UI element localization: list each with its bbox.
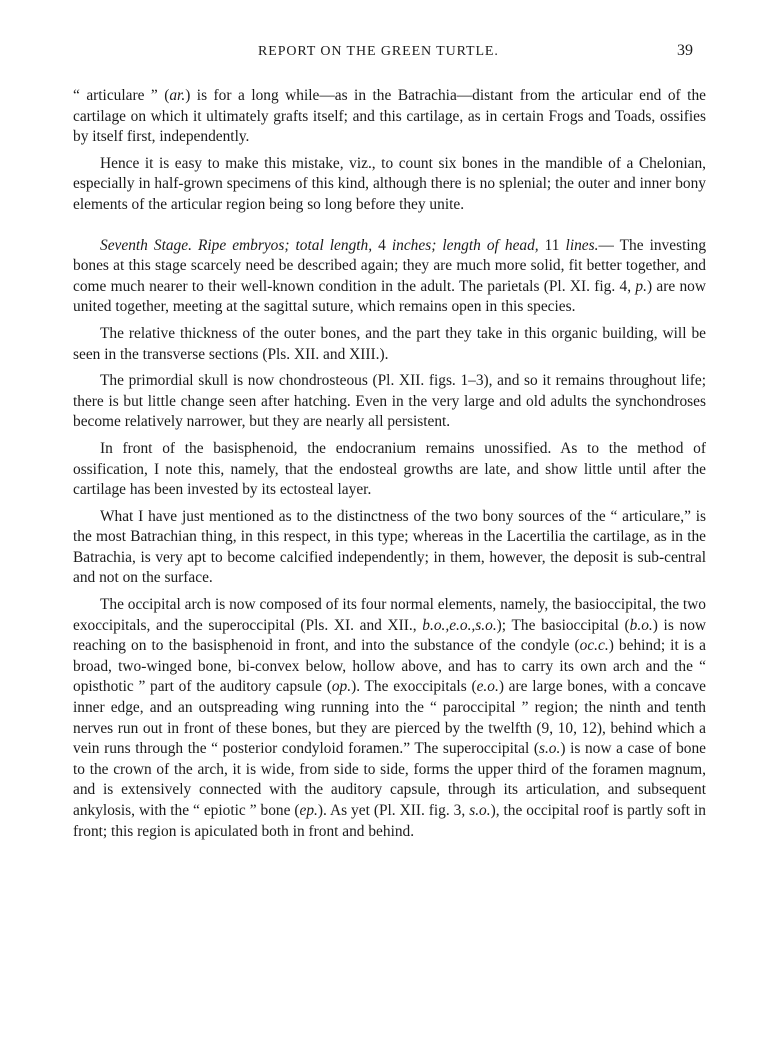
paragraph-6: In front of the basisphenoid, the endocranium remains unossified. As to the method of ossification, I note this, namely, that the endosteal growths are late, and show little until after the cartilage has been invested by its ectosteal layer. <box>73 439 706 499</box>
running-head: REPORT ON THE GREEN TURTLE. <box>258 44 499 59</box>
paragraph-2: Hence it is easy to make this mistake, viz., to count six bones in the mandible of a Chelonian, especially in half-grown specimens of this kind, although there is no splenial; the outer and inner bony elements of the articular region being so long before they unite. <box>73 154 706 213</box>
paragraph-8: The occipital arch is now composed of its four normal elements, namely, the basioccipital, the two exoccipitals, and the superoccipital (Pls. XI. and XII., b.o.,e.o.,s.o.); The basioccipital (b.o.) is now reaching on to the basisphenoid in front, and into the substance of the condyle (oc.c.) behind; it is a broad, two-winged bone, bi-convex below, hollow above, and has to carry its own arch and the “ opisthotic ” part of the auditory capsule (op.). The exoccipitals (e.o.) are large bones, with a concave inner edge, and an outspreading wing running into the “ paroccipital ” region; the ninth and tenth nerves run out in front of these bones, but they are pierced by the twelfth (9, 10, 12), behind which a vein runs through the “ posterior condyloid foramen.” The superoccipital (s.o.) is now a case of bone to the crown of the arch, it is wide, from side to side, forms the upper third of the foramen magnum, and is extensively connected with the auditory capsule, through its articulation, and subsequent ankylosis, with the “ epiotic ” bone (ep.). As yet (Pl. XII. fig. 3, s.o.), the occipital roof is partly soft in front; this region is apiculated both in front and behind. <box>73 596 707 840</box>
page-number: 39 <box>677 42 693 59</box>
paragraph-1: “ articulare ” (ar.) is for a long while—as in the Batrachia—distant from the articular end of the cartilage on which it ultimately grafts itself; and this cartilage, as in certain Frogs and Toads, ossifies by itself first, independently. <box>73 87 706 146</box>
body-text <box>73 86 706 848</box>
paragraph-seventh-stage: Seventh Stage. Ripe embryos; total length, 4 inches; length of head, 11 lines.— The investing bones at this stage scarcely need be described again; they are much more solid, fit better together, and come much nearer to their well-known condition in the adult. The parietals (Pl. XI. fig. 4, p.) are now united together, meeting at the sagittal suture, which remains open in this species. <box>73 236 707 316</box>
paragraph-7: What I have just mentioned as to the distinctness of the two bony sources of the “ articulare,” is the most Batrachian thing, in this respect, in this type; whereas in the Lacertilia the cartilage, as in the Batrachia, is very apt to become calcified independently; in them, however, the deposit is sub-central and not on the surface. <box>73 507 706 587</box>
paragraph-4: The relative thickness of the outer bones, and the part they take in this organic building, will be seen in the transverse sections (Pls. XII. and XIII.). <box>73 324 706 363</box>
paragraph-5: The primordial skull is now chondrosteous (Pl. XII. figs. 1–3), and so it remains throughout life; there is but little change seen after hatching. Even in the very large and old adults the synchondroses become relatively narrower, but they are nearly all persistent. <box>73 372 706 431</box>
